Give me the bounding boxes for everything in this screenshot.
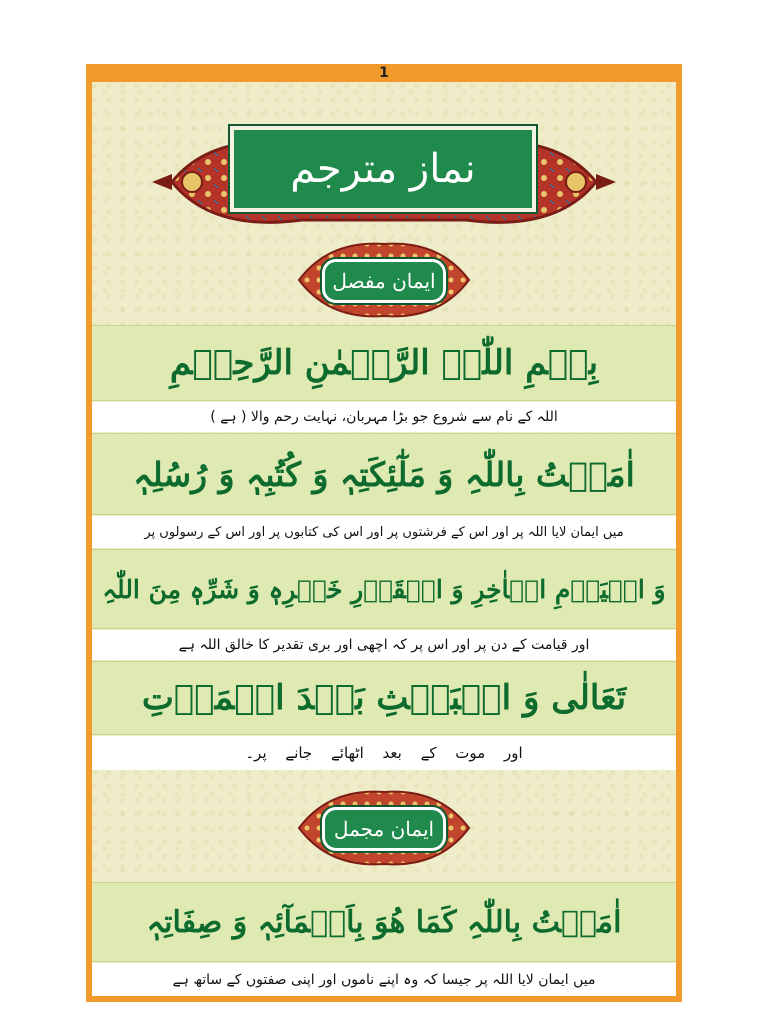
- translation-line-3: [92, 736, 676, 770]
- arabic-line-1: [92, 433, 676, 515]
- arabic-line-3: [92, 661, 676, 735]
- section-label-text: ایمان مفصل: [332, 269, 436, 293]
- bismillah-translation-band: [92, 402, 676, 432]
- bismillah-band: [92, 325, 676, 401]
- section-label-text: ایمان مجمل: [333, 817, 435, 841]
- arabic-text: وَ الۡیَوۡمِ الۡاٰخِرِ وَ الۡقَدۡرِ خَیۡرِہٖ وَ شَرِّہٖ مِنَ اللّٰہِ: [102, 574, 666, 604]
- page-title: نماز مترجم: [290, 146, 476, 192]
- translation-line-4: [92, 963, 676, 996]
- section-label-iman-mufassal: [322, 259, 446, 303]
- translation-line-2: [92, 630, 676, 660]
- bismillah-text: بِسۡمِ اللّٰہِ الرَّحۡمٰنِ الرَّحِیۡمِ: [169, 343, 599, 383]
- translation-text: میں ایمان لایا اللہ پر اور اس کے فرشتوں پر اور اس کی کتابوں پر اور اس کے رسولوں پر: [144, 524, 624, 540]
- translation-text: اور قیامت کے دن پر اور اس پر کہ اچھی اور بری تقدیر کا خالق اللہ ہے: [178, 637, 590, 653]
- title-box: [230, 126, 536, 212]
- page-number: 1: [379, 65, 389, 81]
- arabic-line-4: [92, 882, 676, 962]
- arabic-text: اٰمَنۡتُ بِاللّٰہِ کَمَا ھُوَ بِاَسۡمَآئِہٖ وَ صِفَاتِہٖ: [146, 904, 622, 940]
- section-label-iman-mujmal: [322, 807, 446, 851]
- translation-text: میں ایمان لایا اللہ پر جیسا کہ وہ اپنے ناموں اور اپنی صفتوں کے ساتھ ہے: [172, 971, 596, 988]
- bismillah-translation: اللہ کے نام سے شروع جو بڑا مہربان، نہایت رحم والا ( ہے ): [210, 409, 558, 425]
- arabic-text: تَعَالٰی وَ الۡبَعۡثِ بَعۡدَ الۡمَوۡتِ: [141, 678, 627, 718]
- arabic-line-2: [92, 549, 676, 629]
- arabic-text: اٰمَنۡتُ بِاللّٰہِ وَ مَلٰٓئِکَتِہٖ وَ کُتُبِہٖ وَ رُسُلِہٖ: [133, 454, 635, 494]
- page-frame: [86, 64, 682, 1002]
- page-content: [92, 82, 676, 996]
- translation-text: اور موت کے بعد اٹھائے جانے پر۔: [245, 744, 523, 762]
- translation-line-1: [92, 516, 676, 548]
